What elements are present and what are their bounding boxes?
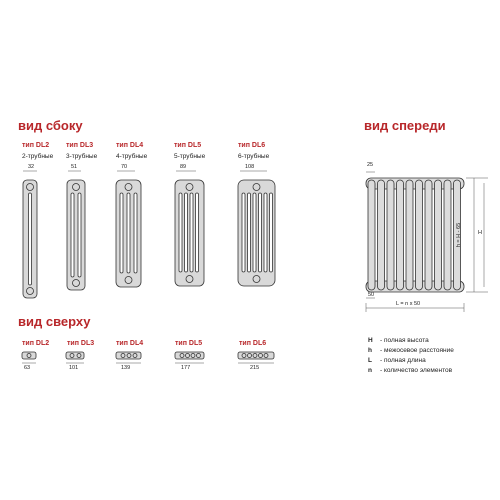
top-view-heading: вид сверху xyxy=(18,314,91,329)
legend-row xyxy=(368,357,426,364)
top-depth-dim: 215 xyxy=(250,365,260,371)
legend-text: - количество элементов xyxy=(380,367,453,374)
legend-row xyxy=(368,337,429,344)
front-length-dim: L = n x 50 xyxy=(396,301,421,307)
side-pipes-label: 6-трубные xyxy=(238,153,270,160)
top-depth-dim: 139 xyxy=(121,365,131,371)
side-width-dim: 89 xyxy=(180,164,187,170)
top-depth-dim: 177 xyxy=(181,365,191,371)
top-type-label: тип DL5 xyxy=(175,340,203,347)
side-pipes-label: 2-трубные xyxy=(22,153,54,160)
front-H-dim: H xyxy=(478,230,482,236)
legend-text: - полная длина xyxy=(380,357,426,364)
legend-row xyxy=(368,367,452,374)
side-pipes-label: 5-трубные xyxy=(174,153,206,160)
front-bottom-dim: 50 xyxy=(368,292,375,298)
legend-key: n xyxy=(368,367,372,374)
side-pipes-label: 4-трубные xyxy=(116,153,148,160)
side-view-heading: вид сбоку xyxy=(18,118,83,133)
side-width-dim: 108 xyxy=(245,164,255,170)
side-width-dim: 70 xyxy=(121,164,128,170)
legend-row xyxy=(368,347,454,354)
front-view-heading: вид спереди xyxy=(364,118,446,133)
legend-key: L xyxy=(368,357,372,364)
top-type-label: тип DL2 xyxy=(22,340,50,347)
top-depth-dim: 63 xyxy=(24,365,31,371)
legend-key: h xyxy=(368,347,372,354)
legend-key: H xyxy=(368,337,373,344)
front-h-dim: h = H - 65 xyxy=(456,222,463,248)
side-type-label: тип DL2 xyxy=(22,142,50,149)
side-type-label: тип DL6 xyxy=(238,142,266,149)
side-width-dim: 32 xyxy=(28,164,35,170)
top-type-label: тип DL4 xyxy=(116,340,144,347)
side-width-dim: 51 xyxy=(71,164,78,170)
side-type-label: тип DL4 xyxy=(116,142,144,149)
top-type-label: тип DL6 xyxy=(239,340,267,347)
side-type-label: тип DL3 xyxy=(66,142,94,149)
legend-text: - межосевое расстояние xyxy=(380,347,454,354)
front-top-dim: 25 xyxy=(367,162,374,168)
top-type-label: тип DL3 xyxy=(67,340,95,347)
side-pipes-label: 3-трубные xyxy=(66,153,98,160)
side-type-label: тип DL5 xyxy=(174,142,202,149)
top-depth-dim: 101 xyxy=(69,365,79,371)
legend-text: - полная высота xyxy=(380,337,429,344)
